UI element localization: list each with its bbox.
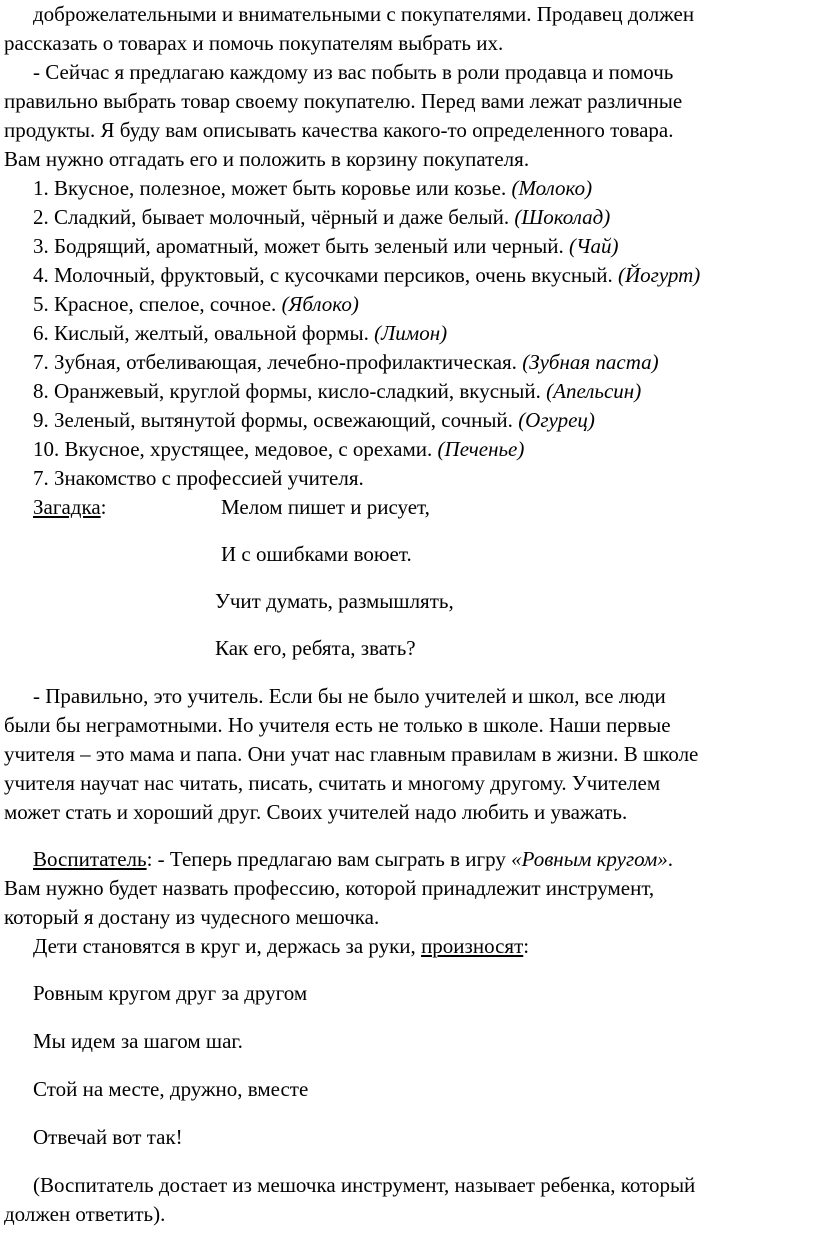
answer-line-2: были бы неграмотными. Но учителя есть не только в школе. Наши первые	[4, 713, 671, 737]
underlined-word: произносят	[421, 934, 524, 958]
item-answer: (Молоко)	[511, 176, 593, 200]
item-answer: (Зубная паста)	[522, 350, 659, 374]
closing-line-2: должен ответить).	[4, 1202, 166, 1226]
intro-line-6: Вам нужно отгадать его и положить в корзину покупателя.	[4, 147, 530, 171]
item-answer: (Апельсин)	[546, 379, 642, 403]
list-item	[33, 406, 595, 435]
chant-line-2: Мы идем за шагом шаг.	[33, 1029, 243, 1053]
intro-line-1: доброжелательными и внимательными с покупателями. Продавец должен	[33, 2, 695, 26]
game-line-1	[33, 845, 673, 874]
list-item	[33, 203, 610, 232]
answer-line-3: учителя – это мама и папа. Они учат нас главным правилам в жизни. В школе	[4, 742, 699, 766]
item-description: 8. Оранжевый, круглой формы, кисло-сладкий, вкусный.	[33, 379, 547, 403]
game-line-end: .	[667, 847, 674, 871]
list-item	[33, 348, 659, 377]
section-heading: 7. Знакомство с профессией учителя.	[33, 466, 364, 490]
item-answer: (Лимон)	[374, 321, 448, 345]
riddle-line-2: И с ошибками воюет.	[221, 542, 412, 566]
game-line-3: который я достану из чудесного мешочка.	[4, 905, 380, 929]
item-answer: (Чай)	[569, 234, 619, 258]
riddle-label-colon: :	[100, 495, 107, 519]
intro-line-5: продукты. Я буду вам описывать качества какого-то определенного товара.	[4, 118, 674, 142]
item-description: 1. Вкусное, полезное, может быть коровье или козье.	[33, 176, 512, 200]
item-answer: (Огурец)	[518, 408, 595, 432]
list-item	[33, 319, 447, 348]
chant-line-3: Стой на месте, дружно, вместе	[33, 1077, 309, 1101]
list-item	[33, 174, 592, 203]
intro-line-2: рассказать о товарах и помочь покупателям выбрать их.	[4, 31, 504, 55]
item-description: 6. Кислый, желтый, овальной формы.	[33, 321, 375, 345]
item-answer: (Печенье)	[437, 437, 525, 461]
item-description: 9. Зеленый, вытянутой формы, освежающий, сочный.	[33, 408, 519, 432]
riddle-label	[33, 493, 107, 522]
riddle-label-text: Загадка	[33, 495, 101, 519]
item-answer: (Яблоко)	[281, 292, 359, 316]
item-description: 5. Красное, спелое, сочное.	[33, 292, 282, 316]
intro-line-4: правильно выбрать товар своему покупателю. Перед вами лежат различные	[4, 89, 683, 113]
chant-line-1: Ровным кругом друг за другом	[33, 981, 308, 1005]
item-description: 3. Бодрящий, ароматный, может быть зеленый или черный.	[33, 234, 570, 258]
list-item	[33, 261, 700, 290]
chant-line-4: Отвечай вот так!	[33, 1125, 183, 1149]
list-item	[33, 435, 524, 464]
riddle-line-3: Учит думать, размышлять,	[215, 589, 454, 613]
list-item	[33, 232, 619, 261]
game-name: «Ровным кругом»	[511, 847, 668, 871]
list-item	[33, 290, 359, 319]
game-intro-text: : - Теперь предлагаю вам сыграть в игру	[146, 847, 512, 871]
game-line-2: Вам нужно будет назвать профессию, которой принадлежит инструмент,	[4, 876, 655, 900]
intro-line-3: - Сейчас я предлагаю каждому из вас побыть в роли продавца и помочь	[33, 60, 674, 84]
list-item	[33, 377, 641, 406]
item-description: 2. Сладкий, бывает молочный, чёрный и даже белый.	[33, 205, 515, 229]
item-answer: (Йогурт)	[617, 263, 701, 287]
item-answer: (Шоколад)	[514, 205, 611, 229]
game-line-4-text: Дети становятся в круг и, держась за руки,	[33, 934, 422, 958]
game-line-4	[33, 932, 529, 961]
item-description: 7. Зубная, отбеливающая, лечебно-профилактическая.	[33, 350, 523, 374]
closing-line-1: (Воспитатель достает из мешочка инструмент, называет ребенка, который	[33, 1173, 696, 1197]
riddle-line-4: Как его, ребята, звать?	[215, 636, 416, 660]
answer-line-1: - Правильно, это учитель. Если бы не было учителей и школ, все люди	[33, 684, 666, 708]
item-description: 10. Вкусное, хрустящее, медовое, с орехами.	[33, 437, 438, 461]
riddle-line-1: Мелом пишет и рисует,	[221, 495, 430, 519]
speaker-label: Воспитатель	[33, 847, 147, 871]
game-line-4-end: :	[523, 934, 530, 958]
answer-line-5: может стать и хороший друг. Своих учителей надо любить и уважать.	[4, 800, 628, 824]
answer-line-4: учителя научат нас читать, писать, считать и многому другому. Учителем	[4, 771, 661, 795]
item-description: 4. Молочный, фруктовый, с кусочками персиков, очень вкусный.	[33, 263, 618, 287]
